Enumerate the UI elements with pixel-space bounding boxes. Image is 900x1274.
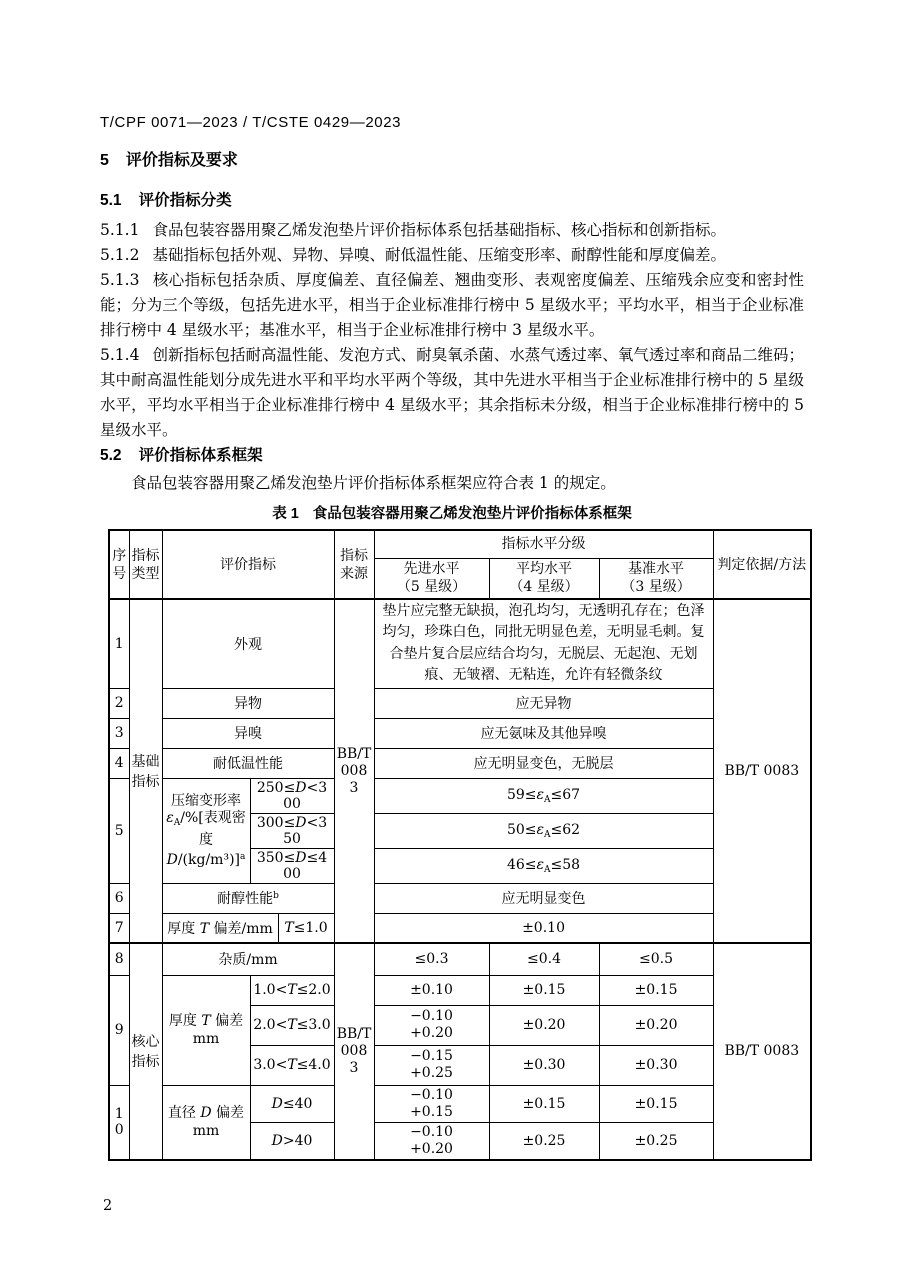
cell-condition: D≤40 (250, 1085, 334, 1122)
cell-value-baseline: ±0.15 (599, 975, 713, 1005)
table-header-row-1 (109, 530, 811, 558)
col-header-seq: 序号 (109, 530, 129, 599)
cell-type-basic: 基础指标 (129, 599, 162, 943)
section-5-2-title: 评价指标体系框架 (138, 447, 263, 464)
cell-indicator: 压缩变形率 $\varepsilon_A/\%$[表观密度 D/(kg/m³)]$^a$ (162, 778, 250, 883)
level-stars: （5 星级） (396, 579, 467, 596)
cell-value-advanced: −0.15 +0.25 (374, 1045, 489, 1085)
cell-seq: 8 (109, 943, 129, 975)
table-row-6 (109, 883, 811, 913)
col-header-basis: 判定依据/方法 (713, 530, 811, 599)
paragraph-text: 核心指标包括杂质、厚度偏差、直径偏差、翘曲变形、表观密度偏差、压缩残余应变和密封性能；分为三个等级，包括先进水平，相当于企业标准排行榜中 5 星级水平；平均水平，相当于企业标准排行榜中 4 星级水平；基准水平，相当于企业标准排行榜中 3 星级水平。 (100, 271, 804, 339)
table-row-4 (109, 748, 811, 778)
cell-value-advanced: ±0.10 (374, 975, 489, 1005)
cell-requirement: $59\le\varepsilon_A\le 67$ (374, 778, 713, 813)
cell-seq: 6 (109, 883, 129, 913)
cell-requirement: $46\le\varepsilon_A\le 58$ (374, 848, 713, 883)
section-5-1-heading (100, 192, 804, 210)
cell-value-advanced: −0.10 +0.15 (374, 1085, 489, 1122)
cell-condition: 3.0<T≤4.0 (250, 1045, 334, 1085)
cell-value-average: ±0.20 (489, 1005, 599, 1045)
paragraph-text: 基础指标包括外观、异物、异嗅、耐低温性能、压缩变形率、耐醇性能和厚度偏差。 (152, 246, 726, 264)
cell-seq: 4 (109, 748, 129, 778)
table-row-9a (109, 975, 811, 1005)
cell-value-baseline: ±0.25 (599, 1122, 713, 1160)
cell-value-baseline: ≤0.5 (599, 943, 713, 975)
level-name: 基准水平 (628, 561, 685, 578)
cell-requirement: 应无异物 (374, 688, 713, 718)
table-row-2 (109, 688, 811, 718)
cell-value-baseline: ±0.15 (599, 1085, 713, 1122)
table-row-7 (109, 913, 811, 943)
cell-basis-core: BB/T 0083 (713, 943, 811, 1160)
cell-condition: 2.0<T≤3.0 (250, 1005, 334, 1045)
table-row-1 (109, 599, 811, 688)
cell-type-core: 核心指标 (129, 943, 162, 1160)
col-header-average (489, 558, 599, 599)
paragraph-number: 5.1.1 (100, 221, 140, 239)
level-stars: （3 星级） (621, 579, 691, 596)
cell-requirement: ±0.10 (374, 913, 713, 943)
paragraph-5-1-1 (100, 218, 804, 243)
page-content (100, 114, 807, 1215)
cell-indicator: 外观 (162, 599, 334, 688)
cell-value-average: ±0.15 (489, 975, 599, 1005)
cell-condition: 350≤D≤400 (250, 848, 334, 883)
cell-seq: 3 (109, 718, 129, 748)
table-row-3 (109, 718, 811, 748)
cell-source-basic: BB/T 0083 (334, 599, 374, 943)
col-header-advanced (374, 558, 489, 599)
table-row-8 (109, 943, 811, 975)
cell-indicator: 异嗅 (162, 718, 334, 748)
cell-source-core: BB/T 0083 (334, 943, 374, 1160)
level-name: 平均水平 (516, 561, 573, 578)
cell-indicator: 杂质/mm (162, 943, 334, 975)
paragraph-5-1-4 (100, 343, 804, 443)
col-header-indicator: 评价指标 (162, 530, 334, 599)
indicator-framework-table (108, 529, 812, 1161)
paragraph-number: 5.1.4 (100, 346, 140, 364)
cell-condition: D>40 (250, 1122, 334, 1160)
section-5-1-number: 5.1 (100, 192, 122, 209)
section-5-heading (100, 152, 804, 170)
paragraph-5-1-2 (100, 243, 804, 268)
paragraph-5-2: 食品包装容器用聚乙烯发泡垫片评价指标体系框架应符合表 1 的规定。 (131, 474, 616, 492)
cell-indicator: 异物 (162, 688, 334, 718)
col-header-source: 指标来源 (334, 530, 374, 599)
paragraph-text: 食品包装容器用聚乙烯发泡垫片评价指标体系包括基础指标、核心指标和创新指标。 (152, 221, 726, 239)
section-5-2-heading (100, 447, 804, 465)
section-5-1-title: 评价指标分类 (138, 192, 232, 209)
cell-value-average: ≤0.4 (489, 943, 599, 975)
cell-value-advanced: −0.10 +0.20 (374, 1122, 489, 1160)
table-row-10a (109, 1085, 811, 1122)
cell-indicator: 耐低温性能 (162, 748, 334, 778)
cell-seq: 10 (109, 1085, 129, 1160)
cell-value-baseline: ±0.30 (599, 1045, 713, 1085)
cell-value-advanced: ≤0.3 (374, 943, 489, 975)
cell-condition: T≤1.0 (278, 913, 334, 943)
cell-value-baseline: ±0.20 (599, 1005, 713, 1045)
table-row-5a (109, 778, 811, 813)
cell-seq: 1 (109, 599, 129, 688)
col-header-type: 指标类型 (129, 530, 162, 599)
table-caption (100, 505, 804, 523)
cell-basis-basic: BB/T 0083 (713, 599, 811, 943)
table-caption-title: 食品包装容器用聚乙烯发泡垫片评价指标体系框架 (312, 506, 632, 522)
cell-condition: 300≤D<350 (250, 813, 334, 848)
cell-value-average: ±0.30 (489, 1045, 599, 1085)
section-5-number: 5 (100, 152, 109, 169)
cell-condition: 250≤D<300 (250, 778, 334, 813)
section-5-2-number: 5.2 (100, 447, 122, 464)
cell-requirement: 垫片应完整无缺损，泡孔均匀，无透明孔存在；色泽均匀，珍珠白色，同批无明显色差，无明显毛刺。复合垫片复合层应结合均匀，无脱层、无起泡、无划痕、无皱褶、无粘连，允许有轻微条纹 (374, 599, 713, 688)
paragraph-5-1-3 (100, 268, 804, 343)
cell-indicator: 直径 D 偏差 mm (162, 1085, 250, 1160)
cell-seq: 2 (109, 688, 129, 718)
cell-requirement: 应无明显变色 (374, 883, 713, 913)
cell-indicator: 耐醇性能$^b$ (162, 883, 334, 913)
table-caption-label: 表 1 (272, 506, 299, 522)
col-header-grading: 指标水平分级 (374, 530, 713, 558)
paragraph-text: 创新指标包括耐高温性能、发泡方式、耐臭氧杀菌、水蒸气透过率、氧气透过率和商品二维码；其中耐高温性能划分成先进水平和平均水平两个等级，其中先进水平相当于企业标准排行榜中的 5 星级水平，平均水平相当于企业标准排行榜中 4 星级水平；其余指标未分级，相当于企业标准排行榜中的 5 星级水平。 (100, 346, 804, 439)
level-name: 先进水平 (403, 561, 460, 578)
cell-requirement: 应无氨味及其他异嗅 (374, 718, 713, 748)
cell-seq: 7 (109, 913, 129, 943)
cell-seq: 5 (109, 778, 129, 883)
cell-value-advanced: −0.10 +0.20 (374, 1005, 489, 1045)
section-5-title: 评价指标及要求 (125, 152, 238, 169)
paragraph-number: 5.1.2 (100, 246, 140, 264)
cell-value-average: ±0.25 (489, 1122, 599, 1160)
cell-value-average: ±0.15 (489, 1085, 599, 1122)
cell-condition: 1.0<T≤2.0 (250, 975, 334, 1005)
cell-requirement: 应无明显变色，无脱层 (374, 748, 713, 778)
col-header-baseline (599, 558, 713, 599)
page-number: 2 (103, 1197, 113, 1214)
cell-seq: 9 (109, 975, 129, 1085)
standard-number: T/CPF 0071—2023 / T/CSTE 0429—2023 (100, 114, 402, 131)
level-stars: （4 星级） (509, 579, 579, 596)
cell-requirement: $50\le\varepsilon_A\le 62$ (374, 813, 713, 848)
paragraph-number: 5.1.3 (100, 271, 140, 289)
cell-indicator: 厚度 T 偏差/mm (162, 913, 278, 943)
cell-indicator: 厚度 T 偏差 mm (162, 975, 250, 1085)
